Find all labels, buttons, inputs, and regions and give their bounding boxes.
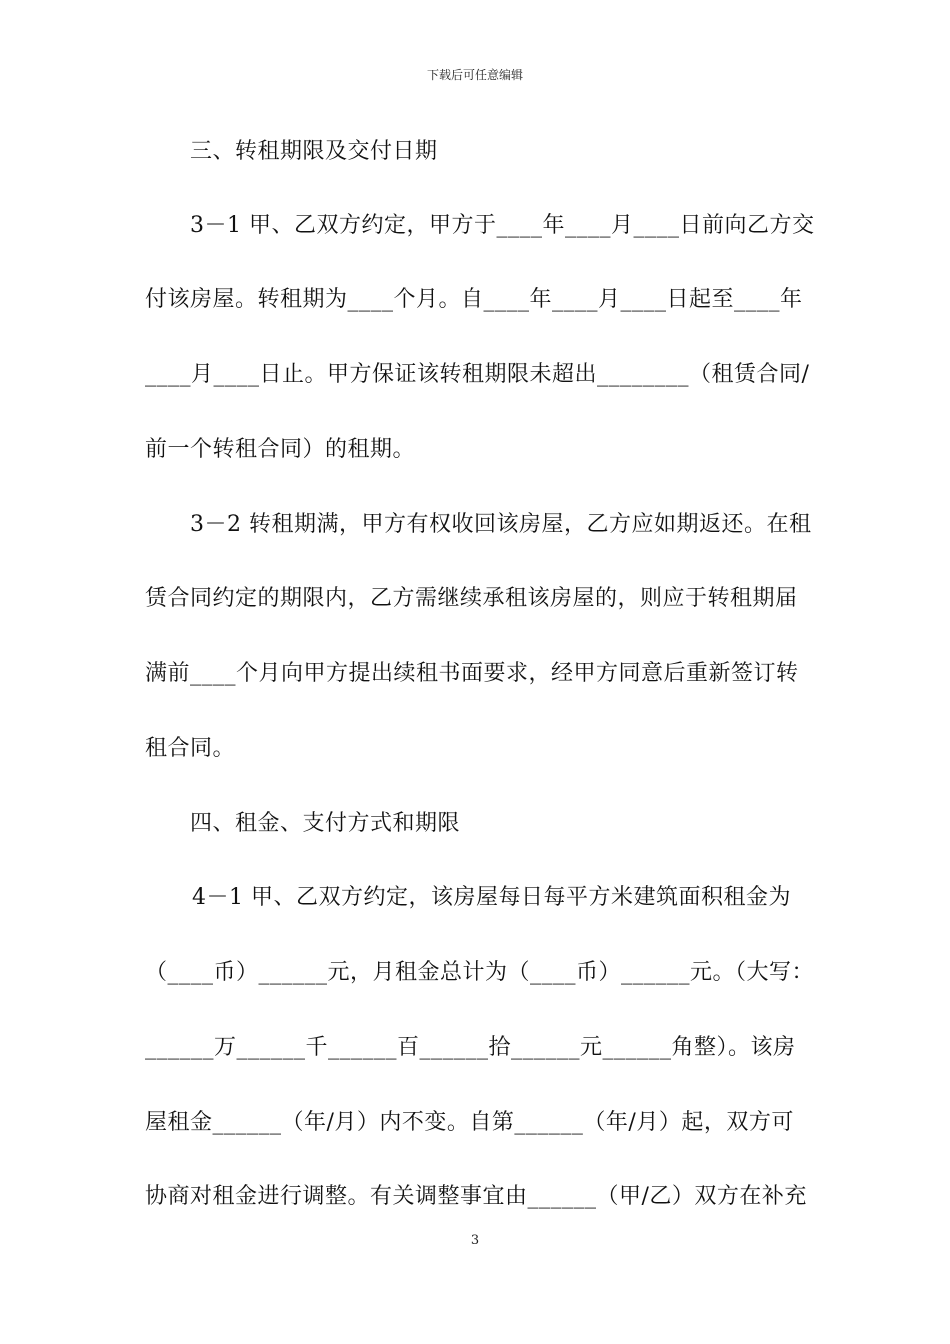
paragraph-line: 赁合同约定的期限内，乙方需继续承租该房屋的，则应于转租期届 [145, 586, 798, 611]
page-number: 3 [470, 1233, 480, 1248]
paragraph-line: 4－1 甲、乙双方约定，该房屋每日每平方米建筑面积租金为 [192, 885, 791, 910]
paragraph-line: 3－2 转租期满，甲方有权收回该房屋，乙方应如期返还。在租 [190, 512, 812, 537]
section-heading: 四、租金、支付方式和期限 [190, 811, 461, 836]
paragraph-line: 协商对租金进行调整。有关调整事宜由______（甲/乙）双方在补充 [145, 1184, 807, 1209]
paragraph-line: 付该房屋。转租期为____个月。自____年____月____日起至____年 [145, 287, 803, 312]
paragraph-line: （____币）______元，月租金总计为（____币）______元。（大写： [145, 960, 815, 985]
section-heading: 三、转租期限及交付日期 [190, 139, 438, 164]
paragraph-line: 屋租金______（年/月）内不变。自第______（年/月）起，双方可 [145, 1110, 794, 1135]
paragraph-line: ____月____日止。甲方保证该转租期限未超出________（租赁合同/ [145, 362, 810, 387]
page-header-note: 下载后可任意编辑 [426, 68, 523, 82]
paragraph-line: 3－1 甲、乙双方约定，甲方于____年____月____日前向乙方交 [190, 213, 815, 238]
paragraph-line: 满前____个月向甲方提出续租书面要求，经甲方同意后重新签订转 [145, 661, 799, 686]
paragraph-line: ______万______千______百______拾______元______角整）。该房 [145, 1035, 796, 1060]
paragraph-line: 租合同。 [145, 736, 236, 761]
paragraph-line: 前一个转租合同）的租期。 [145, 437, 416, 462]
